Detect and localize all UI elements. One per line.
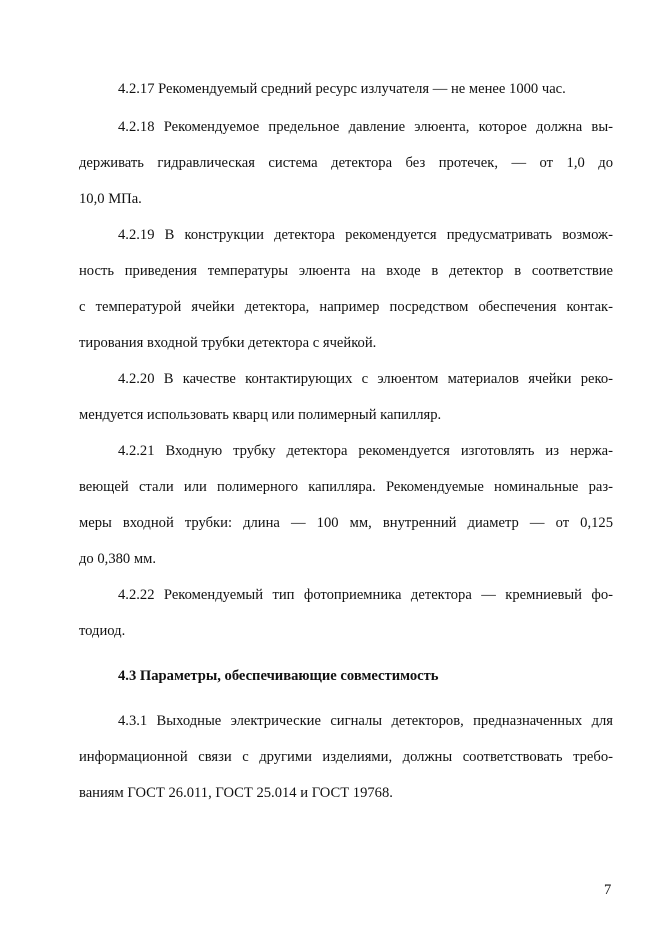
paragraph-4-2-20-line-2: мендуется использовать кварц или полимерный капилляр. <box>79 407 442 423</box>
paragraph-4-2-19-line-3: с температурой ячейки детектора, например посредством обеспечения контак- <box>79 299 613 315</box>
paragraph-4-2-22-line-2: тодиод. <box>79 623 126 639</box>
paragraph-4-2-21-line-3: меры входной трубки: длина — 100 мм, внутренний диаметр — от 0,125 <box>79 515 613 531</box>
paragraph-4-2-17-line-1: 4.2.17 Рекомендуемый средний ресурс излучателя — не менее 1000 час. <box>118 81 566 97</box>
paragraph-4-2-21-line-1: 4.2.21 Входную трубку детектора рекомендуется изготовлять из нержа- <box>118 443 613 459</box>
page-number: 7 <box>604 882 612 898</box>
paragraph-4-2-18-line-1: 4.2.18 Рекомендуемое предельное давление элюента, которое должна вы- <box>118 119 613 135</box>
paragraph-4-3-1-line-2: информационной связи с другими изделиями, должны соответствовать требо- <box>79 749 613 765</box>
paragraph-4-2-18-line-2: держивать гидравлическая система детектора без протечек, — от 1,0 до <box>79 155 613 171</box>
paragraph-4-2-22-line-1: 4.2.22 Рекомендуемый тип фотоприемника детектора — кремниевый фо- <box>118 587 613 603</box>
paragraph-4-2-21-line-4: до 0,380 мм. <box>79 551 156 567</box>
paragraph-4-2-18-line-3: 10,0 МПа. <box>79 191 142 207</box>
paragraph-4-2-19-line-1: 4.2.19 В конструкции детектора рекомендуется предусматривать возмож- <box>118 227 613 243</box>
paragraph-4-2-21-line-2: веющей стали или полимерного капилляра. Рекомендуемые номинальные раз- <box>79 479 613 495</box>
section-heading-4-3: 4.3 Параметры, обеспечивающие совместимость <box>118 668 439 684</box>
paragraph-4-2-19-line-2: ность приведения температуры элюента на входе в детектор в соответствие <box>79 263 613 279</box>
paragraph-4-3-1-line-1: 4.3.1 Выходные электрические сигналы детекторов, предназначенных для <box>118 713 613 729</box>
paragraph-4-2-19-line-4: тирования входной трубки детектора с ячейкой. <box>79 335 377 351</box>
paragraph-4-2-20-line-1: 4.2.20 В качестве контактирующих с элюентом материалов ячейки реко- <box>118 371 613 387</box>
paragraph-4-3-1-line-3: ваниям ГОСТ 26.011, ГОСТ 25.014 и ГОСТ 19768. <box>79 785 393 801</box>
